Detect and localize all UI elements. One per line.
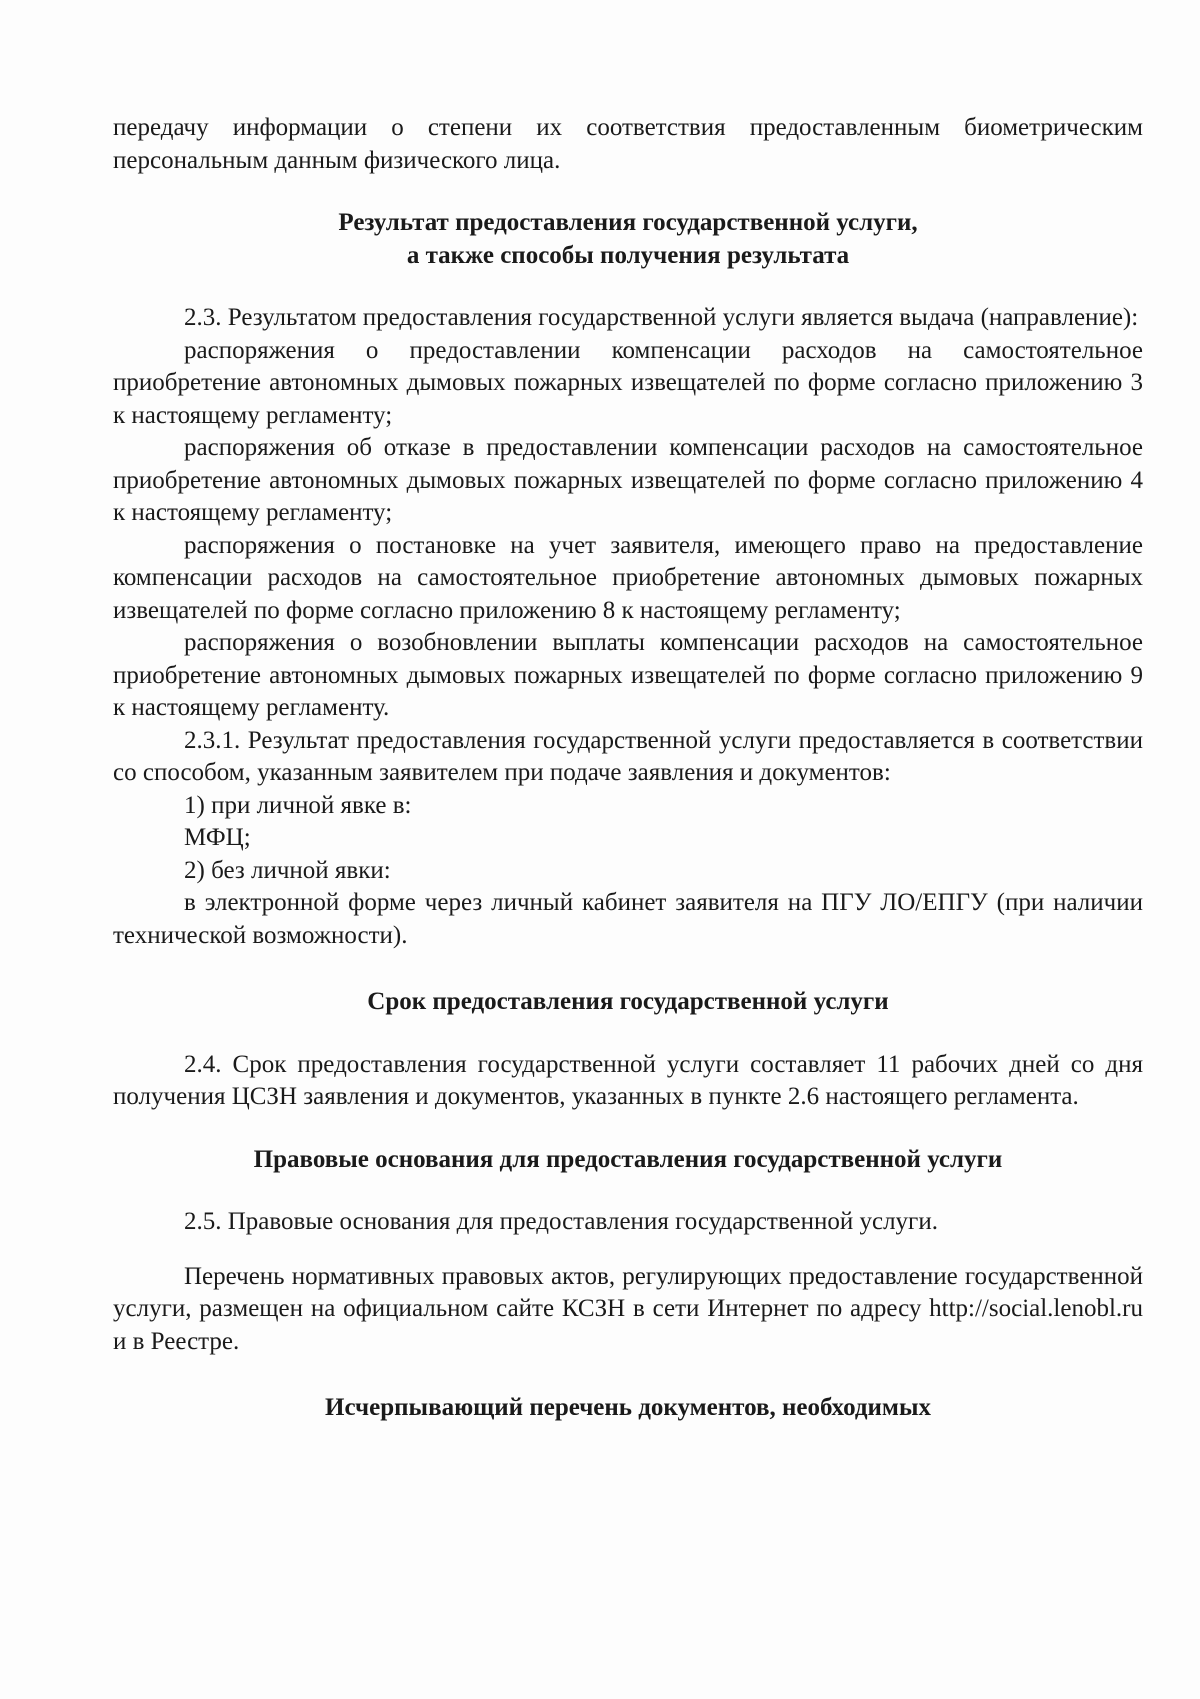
result-heading-line-2: а также способы получения результата bbox=[406, 241, 850, 269]
result-item-appendix-3: распоряжения о предоставлении компенсации расходов на самостоятельное приобретение автономных дымовых пожарных извещателей по форме согласно приложению 3 к настоящему регламенту; bbox=[113, 336, 1143, 429]
paragraph-2-5: 2.5. Правовые основания для предоставления государственной услуги. bbox=[184, 1208, 938, 1235]
intro-paragraph: передачу информации о степени их соответствия предоставленным биометрическим персональным данным физического лица. bbox=[113, 114, 1143, 174]
way-electronic: в электронной форме через личный кабинет заявителя на ПГУ ЛО/ЕПГУ (при наличии технической возможности). bbox=[113, 889, 1143, 949]
way-personal-visit: 1) при личной явке в: bbox=[184, 791, 412, 819]
result-item-appendix-4: распоряжения об отказе в предоставлении компенсации расходов на самостоятельное приобретение автономных дымовых пожарных извещателей по форме согласно приложению 4 к настоящему регламенту; bbox=[113, 434, 1143, 526]
paragraph-2-4: 2.4. Срок предоставления государственной услуги составляет 11 рабочих дней со дня получения ЦСЗН заявления и документов, указанных в пункте 2.6 настоящего регламента. bbox=[113, 1050, 1143, 1110]
result-heading-line-1: Результат предоставления государственной услуги, bbox=[338, 209, 918, 236]
term-heading: Срок предоставления государственной услуги bbox=[367, 988, 889, 1015]
result-item-appendix-8: распоряжения о постановке на учет заявителя, имеющего право на предоставление компенсации расходов на самостоятельное приобретение автономных дымовых пожарных извещателей по форме согласно приложению 8 к настоящему регламенту; bbox=[113, 531, 1143, 624]
way-without-visit: 2) без личной явки: bbox=[184, 856, 391, 884]
document-body bbox=[113, 112, 1143, 1425]
way-mfc: МФЦ; bbox=[184, 824, 251, 851]
result-item-appendix-9: распоряжения о возобновлении выплаты компенсации расходов на самостоятельное приобретение автономных дымовых пожарных извещателей по форме согласно приложению 9 к настоящему регламенту. bbox=[113, 629, 1143, 721]
legal-acts-paragraph: Перечень нормативных правовых актов, регулирующих предоставление государственной услуги, размещен на официальном сайте КСЗН в сети Интернет по адресу http://social.lenobl.ru и в Реестре. bbox=[113, 1262, 1143, 1355]
paragraph-2-3: 2.3. Результатом предоставления государственной услуги является выдача (направление): bbox=[184, 304, 1139, 331]
legal-heading: Правовые основания для предоставления государственной услуги bbox=[253, 1145, 1003, 1173]
docs-heading: Исчерпывающий перечень документов, необходимых bbox=[325, 1394, 931, 1421]
paragraph-2-3-1: 2.3.1. Результат предоставления государственной услуги предоставляется в соответствии со способом, указанным заявителем при подаче заявления и документов: bbox=[113, 726, 1143, 786]
